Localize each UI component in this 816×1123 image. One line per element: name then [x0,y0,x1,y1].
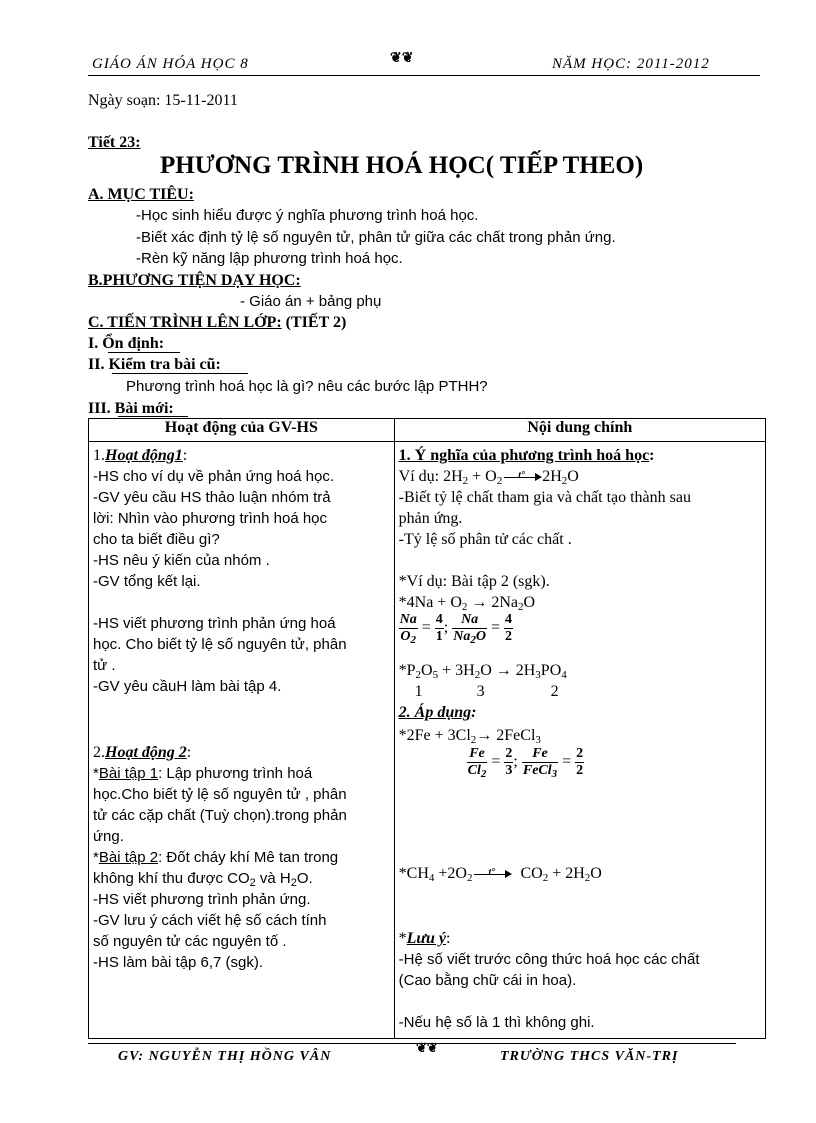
part-2-underline [112,373,248,374]
objective-1: -Học sinh hiểu được ý nghĩa phương trình hoá học. [136,207,479,224]
activity-1-title: 1.Hoạt động1: [93,447,188,464]
s1-line: -Tỷ lệ số phân tử các chất . [398,531,572,548]
arrow-label: t° [518,469,526,481]
ex2-b: và H [255,870,291,887]
ex2-c: O. [296,870,313,887]
objective-2: -Biết xác định tỷ lệ số nguyên tử, phân tử giữa các chất trong phản ứng. [136,229,616,246]
act1b-line: học. Cho biết tỷ lệ số nguyên tử, phân [93,636,347,653]
exercise-2-line: số nguyên tử các nguyên tố . [93,933,287,950]
methane-equation: $*CH_4 +2O_2$ t° $CO_2 + 2H_2O$ [399,863,602,884]
exercise-1-label: Bài tập 1 [98,765,159,782]
coef: 3 [476,683,485,700]
activity-2-number: 2. [93,744,105,761]
activity-2-label: Hoạt động 2 [105,744,187,761]
lesson-number: Tiết 23: [88,134,141,151]
section-2-heading-text: 2. Áp dụng [398,704,472,721]
section-1-heading: 1. Ý nghĩa của phương trình hoá học: [398,447,655,464]
footer-ornament: ❦❦ [416,1040,438,1055]
s1-line: phản ứng. [398,510,463,527]
ratio-den: 3 [505,763,513,778]
part-3-underline [118,416,188,417]
act1-line: -HS cho ví dụ về phản ứng hoá học. [93,468,335,485]
note-line: (Cao bằng chữ cái in hoa). [398,972,577,989]
exercise-2-line: *Bài tập 2: Đốt cháy khí Mê tan trong [93,849,339,866]
s1-line: -Biết tỷ lệ chất tham gia và chất tạo thành sau [398,489,691,506]
reaction-arrow [504,469,540,481]
exercise-2-line: không khí thu được $CO_2$ và $H_2O$. [93,870,313,889]
part-3-heading: III. Bài mới: [88,400,174,417]
exercise-1-text: : Lập phương trình hoá [158,765,313,782]
page-title: PHƯƠNG TRÌNH HOÁ HỌC( TIẾP THEO) [160,152,644,179]
ratio-num: 2 [576,746,584,761]
ratio-num: 4 [505,612,513,627]
activities-cell [89,442,395,1039]
note-heading: *Lưu ý: [398,930,451,947]
example-label: Ví dụ: [398,468,444,485]
act1b-line: -HS viết phương trình phản ứng hoá [93,615,336,632]
exercise-1-line: ứng. [93,828,124,845]
act1b-line: tử . [93,657,116,674]
lesson-table [88,418,766,1039]
header-right: NĂM HỌC: 2011-2012 [552,56,710,72]
exercise-2-line: -GV lưu ý cách viết hệ số cách tính [93,912,327,929]
exercise-2-line: -HS viết phương trình phản ứng. [93,891,311,908]
exercise-1-line: học.Cho biết tỷ lệ số nguyên tử , phân [93,786,347,803]
ratio-den: 1 [435,629,443,644]
exercise-2-line: -HS làm bài tập 6,7 (sgk). [93,954,264,971]
ratio-value [575,746,584,779]
section-a-heading-text: A. MỤC TIÊU: [88,186,194,203]
note-line: -Nếu hệ số là 1 thì không ghi. [398,1014,595,1031]
act1-line: -HS nêu ý kiến của nhóm . [93,552,270,569]
coef: 1 [414,683,423,700]
sodium-ratio: $\frac{Na}{O_2}$ = $\frac{4}{1}$ ; $\frac{Na}{Na_2O}$ = $\frac{4}{2}$ [399,612,513,646]
ratio-fe-fecl3: $\frac{Fe}{FeCl_3}$ [522,746,558,780]
exercise-2-text: : Đốt cháy khí Mê tan trong [158,849,339,866]
ratio-na-na2o: $\frac{Na}{Na_2O}$ [453,612,486,646]
footer-left: GV: NGUYỄN THỊ HỒNG VÂN [118,1049,332,1064]
ratio-fe-cl2: $\frac{Fe}{Cl_2}$ [467,746,487,780]
objective-3: -Rèn kỹ năng lập phương trình hoá học. [136,250,403,267]
sodium-equation: $*4Na + O_2 \to 2Na_2O$ [398,594,536,613]
footer-rule [88,1043,736,1044]
ex2-a: không khí thu được CO [93,870,250,887]
act1-line: -GV yêu cầu HS thảo luận nhóm trả [93,489,331,506]
act1b-line: -GV yêu cầuH làm bài tập 4. [93,678,282,695]
act1-line: cho ta biết điều gì? [93,531,220,548]
date-line: Ngày soạn: 15-11-2011 [88,92,238,109]
section-c-heading [88,312,346,333]
col2-header: Nội dung chính [394,419,765,442]
coef: 2 [550,683,559,700]
footer-right: TRƯỜNG THCS VĂN-TRỊ [500,1049,679,1064]
section-c-heading-text: C. TIẾN TRÌNH LÊN LỚP: [88,314,282,331]
section-2-heading: 2. Áp dụng: [398,704,477,721]
ratio-num: 2 [505,746,513,761]
iron-ratio: $\frac{Fe}{Cl_2}$ = $\frac{2}{3}$ ; $\frac{Fe}{FeCl_3}$ = $\frac{2}{2}$ [467,746,584,780]
exercise-2-label: Bài tập 2 [98,849,159,866]
section-1-heading-text: 1. Ý nghĩa của phương trình hoá học [398,447,650,464]
exercise-1-line: *Bài tập 1: Lập phương trình hoá [93,765,313,782]
ratio-num: 4 [435,612,443,627]
act1-line: -GV tổng kết lại. [93,573,201,590]
section-b-heading: B.PHƯƠNG TIỆN DẠY HỌC: [88,272,301,289]
part-1-underline [108,352,180,353]
part-1: I. Ổn định: [88,335,165,352]
ratio-value [435,612,444,645]
ratio-value [504,612,513,645]
ratio-den: 2 [576,763,584,778]
note-line: -Hệ số viết trước công thức hoá học các chất [398,951,700,968]
reaction-arrow [474,866,510,878]
example-2-label: *Ví dụ: Bài tập 2 (sgk). [398,573,550,590]
section-a-heading [88,184,194,205]
iron-equation: $*2Fe + 3Cl_2\to$ 2FeCl$_3$ [398,727,541,746]
section-c-suffix: (TIẾT 2) [285,314,347,331]
content-cell [394,442,765,1039]
ratio-na-o2: $\frac{Na}{O_2}$ [399,612,417,646]
exercise-1-line: tử các cặp chất (Tuỳ chọn).trong phản [93,807,347,824]
activity-2-title: 2.Hoạt động 2: [93,744,192,761]
phosphoric-equation: $*P_2O_5 + 3H_2O \to 2H_3PO_4$ [398,662,567,681]
activity-1-number: 1. [93,447,105,464]
part-2-heading: II. Kiểm tra bài cũ: [88,356,221,373]
activity-1-label: Hoạt động1 [105,447,183,464]
col1-header: Hoạt động của GV-HS [89,419,395,442]
arrow-label: t° [488,866,496,878]
review-question: Phương trình hoá học là gì? nêu các bước lập PTHH? [126,378,488,395]
header-left: GIÁO ÁN HÓA HỌC 8 [92,56,249,72]
teaching-aids: - Giáo án + bảng phụ [240,293,382,310]
note-label: Lưu ý [406,930,446,947]
header-ornament: ❦❦ [390,51,414,66]
ratio-value [504,746,513,779]
example-equation: Ví dụ: $2H_2 + O_2$ t° $2H_2O$ [399,466,579,487]
header-rule [88,75,760,76]
act1-line: lời: Nhìn vào phương trình hoá học [93,510,328,527]
ratio-den: 2 [505,629,513,644]
